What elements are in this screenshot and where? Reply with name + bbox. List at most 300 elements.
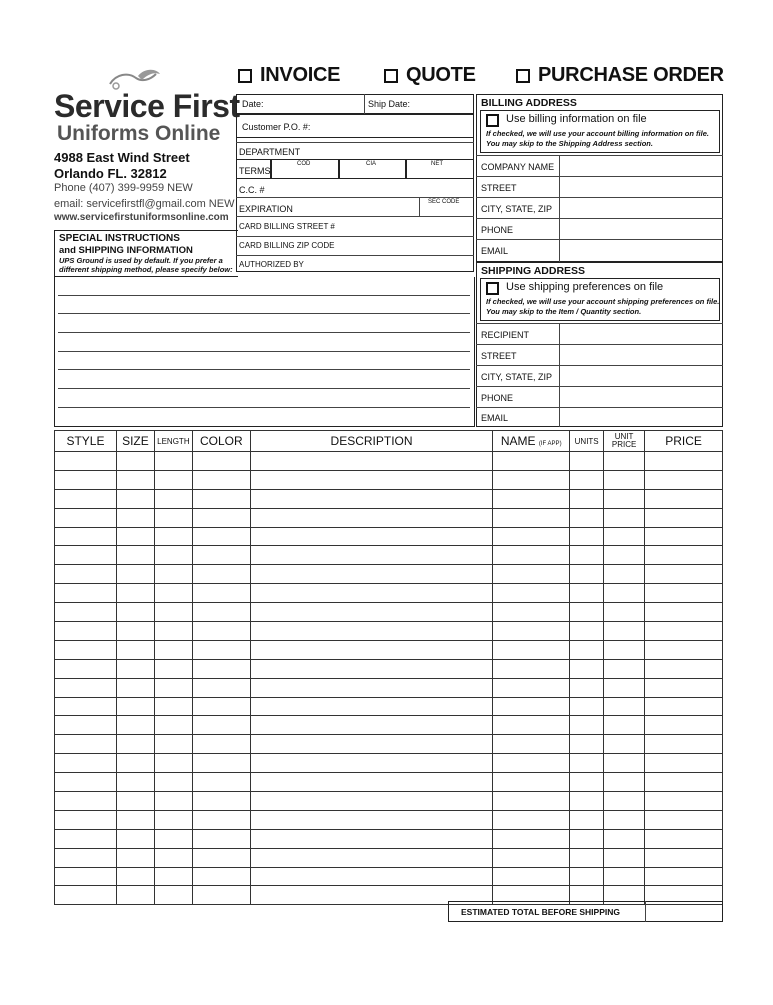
item-cell[interactable] (192, 867, 250, 886)
item-cell[interactable] (493, 829, 570, 848)
item-cell[interactable] (55, 678, 117, 697)
item-cell[interactable] (250, 584, 492, 603)
shipping-recipient-field[interactable] (561, 325, 721, 343)
table-row (55, 678, 723, 697)
item-cell[interactable] (570, 584, 604, 603)
item-cell[interactable] (604, 546, 645, 565)
quote-label: QUOTE (406, 64, 476, 86)
item-cell[interactable] (570, 678, 604, 697)
item-cell[interactable] (154, 754, 192, 773)
item-cell[interactable] (55, 754, 117, 773)
item-cell[interactable] (493, 792, 570, 811)
shipping-city-label: CITY, STATE, ZIP (481, 372, 553, 382)
item-cell[interactable] (116, 603, 154, 622)
item-cell[interactable] (154, 584, 192, 603)
item-cell[interactable] (192, 452, 250, 471)
special-note1: UPS Ground is used by default. If you prefer a (59, 256, 223, 265)
date-label: Date: (242, 99, 264, 109)
expiration-field[interactable] (300, 200, 415, 214)
table-row (55, 716, 723, 735)
item-cell[interactable] (645, 754, 723, 773)
item-cell[interactable] (192, 565, 250, 584)
item-cell[interactable] (55, 792, 117, 811)
item-cell[interactable] (192, 716, 250, 735)
item-cell[interactable] (55, 659, 117, 678)
item-cell[interactable] (570, 754, 604, 773)
table-row (55, 508, 723, 527)
item-cell[interactable] (645, 584, 723, 603)
item-cell[interactable] (250, 452, 492, 471)
item-cell[interactable] (192, 678, 250, 697)
item-cell[interactable] (116, 773, 154, 792)
billing-use-checkbox[interactable] (486, 114, 499, 127)
shipping-street-field[interactable] (561, 346, 721, 364)
date-field[interactable] (270, 96, 360, 112)
item-cell[interactable] (154, 470, 192, 489)
item-cell[interactable] (604, 489, 645, 508)
item-cell[interactable] (493, 489, 570, 508)
item-cell[interactable] (116, 697, 154, 716)
item-cell[interactable] (493, 697, 570, 716)
item-cell[interactable] (250, 489, 492, 508)
company-name: Service First (54, 88, 240, 124)
item-cell[interactable] (493, 867, 570, 886)
item-cell[interactable] (250, 792, 492, 811)
item-cell[interactable] (570, 697, 604, 716)
item-cell[interactable] (645, 546, 723, 565)
item-cell[interactable] (250, 527, 492, 546)
item-cell[interactable] (250, 829, 492, 848)
items-table (54, 430, 723, 905)
item-cell[interactable] (192, 640, 250, 659)
item-cell[interactable] (604, 754, 645, 773)
invoice-option[interactable] (238, 64, 340, 87)
special-title2: and SHIPPING INFORMATION (59, 245, 193, 256)
item-cell[interactable] (116, 640, 154, 659)
table-row (55, 527, 723, 546)
table-row (55, 546, 723, 565)
item-cell[interactable] (570, 640, 604, 659)
company-email: email: servicefirstfl@gmail.com NEW (54, 198, 235, 210)
item-cell[interactable] (116, 735, 154, 754)
customer-po-label: Customer P.O. #: (242, 122, 311, 132)
item-cell[interactable] (55, 735, 117, 754)
invoice-checkbox[interactable] (238, 69, 252, 83)
item-cell[interactable] (55, 640, 117, 659)
item-cell[interactable] (250, 810, 492, 829)
item-cell[interactable] (55, 622, 117, 641)
item-cell[interactable] (493, 622, 570, 641)
item-cell[interactable] (570, 603, 604, 622)
item-cell[interactable] (604, 603, 645, 622)
item-cell[interactable] (55, 527, 117, 546)
company-address1: 4988 East Wind Street (54, 150, 190, 165)
item-cell[interactable] (154, 659, 192, 678)
col-name-sub: (IF APP) (538, 441, 562, 447)
item-cell[interactable] (604, 622, 645, 641)
item-cell[interactable] (116, 792, 154, 811)
item-cell[interactable] (493, 773, 570, 792)
item-cell[interactable] (192, 792, 250, 811)
table-row (55, 640, 723, 659)
quote-checkbox[interactable] (384, 69, 398, 83)
item-cell[interactable] (116, 754, 154, 773)
item-cell[interactable] (645, 640, 723, 659)
item-cell[interactable] (645, 716, 723, 735)
item-cell[interactable] (250, 697, 492, 716)
sec-code-field[interactable] (422, 204, 470, 215)
item-cell[interactable] (604, 810, 645, 829)
item-cell[interactable] (192, 773, 250, 792)
item-cell[interactable] (570, 716, 604, 735)
shipping-note2: You may skip to the Item / Quantity section. (486, 307, 642, 316)
item-cell[interactable] (192, 584, 250, 603)
estimated-total-field[interactable] (647, 903, 721, 920)
billing-email-label: EMAIL (481, 246, 509, 256)
item-cell[interactable] (493, 659, 570, 678)
item-cell[interactable] (493, 470, 570, 489)
item-cell[interactable] (192, 546, 250, 565)
billing-note1: If checked, we will use your account billing information on file. (486, 129, 709, 138)
shipping-street-label: STREET (481, 351, 517, 361)
table-row (55, 489, 723, 508)
billing-email-field[interactable] (561, 241, 721, 259)
col-price: PRICE (645, 431, 723, 452)
item-cell[interactable] (604, 678, 645, 697)
billing-company-field[interactable] (561, 157, 721, 175)
item-cell[interactable] (154, 716, 192, 735)
item-cell[interactable] (116, 489, 154, 508)
item-cell[interactable] (250, 716, 492, 735)
billing-city-field[interactable] (561, 199, 721, 217)
item-cell[interactable] (493, 848, 570, 867)
col-unit-price-line2: PRICE (611, 440, 637, 449)
special-instructions-area[interactable] (54, 277, 475, 427)
item-cell[interactable] (570, 527, 604, 546)
item-cell[interactable] (250, 678, 492, 697)
item-cell[interactable] (154, 848, 192, 867)
item-cell[interactable] (604, 792, 645, 811)
card-zip-field[interactable] (340, 238, 470, 252)
item-cell[interactable] (192, 886, 250, 905)
item-cell[interactable] (154, 735, 192, 754)
table-row (55, 773, 723, 792)
item-cell[interactable] (250, 848, 492, 867)
ship-date-label: Ship Date: (368, 99, 411, 109)
item-cell[interactable] (116, 527, 154, 546)
item-cell[interactable] (55, 697, 117, 716)
item-cell[interactable] (604, 659, 645, 678)
item-cell[interactable] (192, 470, 250, 489)
item-cell[interactable] (154, 508, 192, 527)
item-cell[interactable] (154, 489, 192, 508)
ship-date-field[interactable] (418, 96, 470, 112)
item-cell[interactable] (250, 640, 492, 659)
item-cell[interactable] (116, 810, 154, 829)
item-cell[interactable] (192, 659, 250, 678)
company-phone: Phone (407) 399-9959 NEW (54, 182, 193, 194)
billing-use-label: Use billing information on file (506, 113, 647, 125)
item-cell[interactable] (154, 792, 192, 811)
special-note2: different shipping method, please specify below: (59, 265, 233, 274)
item-cell[interactable] (645, 622, 723, 641)
item-cell[interactable] (604, 640, 645, 659)
item-cell[interactable] (55, 565, 117, 584)
billing-street-label: STREET (481, 183, 517, 193)
shipping-email-label: EMAIL (481, 413, 509, 423)
item-cell[interactable] (604, 735, 645, 754)
col-name-label: NAME (500, 434, 536, 448)
terms-cia-label: CIA (366, 161, 377, 167)
item-cell[interactable] (250, 754, 492, 773)
item-cell[interactable] (570, 848, 604, 867)
item-cell[interactable] (645, 470, 723, 489)
item-cell[interactable] (192, 527, 250, 546)
item-cell[interactable] (493, 754, 570, 773)
item-cell[interactable] (645, 792, 723, 811)
purchase-order-option[interactable] (516, 64, 724, 87)
table-row (55, 622, 723, 641)
table-row (55, 584, 723, 603)
item-cell[interactable] (154, 867, 192, 886)
item-cell[interactable] (570, 489, 604, 508)
purchase-order-checkbox[interactable] (516, 69, 530, 83)
shipping-email-field[interactable] (561, 409, 721, 426)
item-cell[interactable] (192, 810, 250, 829)
item-cell[interactable] (154, 546, 192, 565)
item-cell[interactable] (493, 810, 570, 829)
item-cell[interactable] (116, 584, 154, 603)
item-cell[interactable] (192, 735, 250, 754)
item-cell[interactable] (192, 697, 250, 716)
item-cell[interactable] (493, 640, 570, 659)
item-cell[interactable] (645, 678, 723, 697)
item-cell[interactable] (645, 508, 723, 527)
item-cell[interactable] (55, 810, 117, 829)
item-cell[interactable] (250, 508, 492, 527)
item-cell[interactable] (570, 792, 604, 811)
item-cell[interactable] (154, 452, 192, 471)
item-cell[interactable] (604, 697, 645, 716)
item-cell[interactable] (250, 659, 492, 678)
item-cell[interactable] (116, 716, 154, 735)
item-cell[interactable] (116, 546, 154, 565)
expiration-label: EXPIRATION (239, 204, 293, 214)
item-cell[interactable] (493, 603, 570, 622)
item-cell[interactable] (55, 848, 117, 867)
item-cell[interactable] (645, 735, 723, 754)
table-row (55, 735, 723, 754)
item-cell[interactable] (116, 508, 154, 527)
shipping-note1: If checked, we will use your account shipping preferences on file. (486, 297, 720, 306)
item-cell[interactable] (192, 848, 250, 867)
cc-field[interactable] (268, 181, 468, 195)
item-cell[interactable] (645, 867, 723, 886)
item-cell[interactable] (116, 470, 154, 489)
item-cell[interactable] (250, 603, 492, 622)
item-cell[interactable] (55, 603, 117, 622)
table-row (55, 697, 723, 716)
item-cell[interactable] (154, 773, 192, 792)
shipping-title: SHIPPING ADDRESS (481, 265, 586, 277)
billing-title: BILLING ADDRESS (481, 97, 577, 109)
item-cell[interactable] (570, 829, 604, 848)
item-cell[interactable] (604, 470, 645, 489)
item-cell[interactable] (604, 716, 645, 735)
item-cell[interactable] (154, 640, 192, 659)
item-cell[interactable] (55, 867, 117, 886)
item-cell[interactable] (55, 489, 117, 508)
estimated-total-label: ESTIMATED TOTAL BEFORE SHIPPING (461, 907, 620, 917)
item-cell[interactable] (116, 659, 154, 678)
col-name (493, 431, 570, 452)
item-cell[interactable] (604, 452, 645, 471)
item-cell[interactable] (55, 470, 117, 489)
billing-street-field[interactable] (561, 178, 721, 196)
table-row (55, 659, 723, 678)
item-cell[interactable] (250, 546, 492, 565)
item-cell[interactable] (570, 659, 604, 678)
shipping-city-field[interactable] (561, 367, 721, 385)
item-cell[interactable] (192, 508, 250, 527)
table-row (55, 829, 723, 848)
item-cell[interactable] (55, 886, 117, 905)
item-cell[interactable] (250, 735, 492, 754)
billing-note2: You may skip to the Shipping Address section. (486, 139, 653, 148)
item-cell[interactable] (493, 508, 570, 527)
item-cell[interactable] (604, 773, 645, 792)
department-label: DEPARTMENT (239, 147, 301, 157)
shipping-phone-field[interactable] (561, 388, 721, 406)
item-cell[interactable] (645, 489, 723, 508)
item-cell[interactable] (55, 716, 117, 735)
item-cell[interactable] (154, 810, 192, 829)
item-cell[interactable] (154, 565, 192, 584)
item-cell[interactable] (154, 697, 192, 716)
table-row (55, 810, 723, 829)
item-cell[interactable] (55, 452, 117, 471)
item-cell[interactable] (154, 622, 192, 641)
item-cell[interactable] (493, 716, 570, 735)
item-cell[interactable] (154, 829, 192, 848)
terms-cod-label: COD (297, 161, 311, 167)
billing-phone-field[interactable] (561, 220, 721, 238)
item-cell[interactable] (493, 565, 570, 584)
item-cell[interactable] (645, 603, 723, 622)
quote-option[interactable] (384, 64, 476, 87)
item-cell[interactable] (604, 829, 645, 848)
item-cell[interactable] (604, 584, 645, 603)
item-cell[interactable] (604, 565, 645, 584)
item-cell[interactable] (570, 810, 604, 829)
item-cell[interactable] (192, 829, 250, 848)
item-cell[interactable] (55, 829, 117, 848)
shipping-use-checkbox[interactable] (486, 282, 499, 295)
item-cell[interactable] (570, 546, 604, 565)
item-cell[interactable] (154, 527, 192, 546)
item-cell[interactable] (154, 886, 192, 905)
item-cell[interactable] (55, 508, 117, 527)
table-row (55, 867, 723, 886)
item-cell[interactable] (604, 508, 645, 527)
item-cell[interactable] (645, 452, 723, 471)
card-street-field[interactable] (340, 219, 470, 233)
item-cell[interactable] (116, 886, 154, 905)
item-cell[interactable] (154, 678, 192, 697)
card-street-label: CARD BILLING STREET # (239, 222, 335, 231)
item-cell[interactable] (192, 603, 250, 622)
item-cell[interactable] (116, 829, 154, 848)
billing-city-label: CITY, STATE, ZIP (481, 204, 553, 214)
item-cell[interactable] (570, 867, 604, 886)
item-cell[interactable] (493, 452, 570, 471)
item-cell[interactable] (570, 508, 604, 527)
item-cell[interactable] (250, 622, 492, 641)
item-cell[interactable] (116, 452, 154, 471)
item-cell[interactable] (570, 622, 604, 641)
item-cell[interactable] (493, 735, 570, 754)
item-cell[interactable] (192, 622, 250, 641)
item-cell[interactable] (604, 527, 645, 546)
item-cell[interactable] (570, 735, 604, 754)
item-cell[interactable] (645, 810, 723, 829)
item-cell[interactable] (645, 829, 723, 848)
table-row (55, 470, 723, 489)
item-cell[interactable] (116, 678, 154, 697)
item-cell[interactable] (493, 527, 570, 546)
item-cell[interactable] (55, 773, 117, 792)
col-style: STYLE (55, 431, 117, 452)
item-cell[interactable] (192, 754, 250, 773)
item-cell[interactable] (116, 867, 154, 886)
item-cell[interactable] (570, 452, 604, 471)
item-cell[interactable] (154, 603, 192, 622)
item-cell[interactable] (250, 867, 492, 886)
item-cell[interactable] (116, 848, 154, 867)
item-cell[interactable] (250, 565, 492, 584)
col-length: LENGTH (154, 431, 192, 452)
item-cell[interactable] (493, 546, 570, 565)
item-cell[interactable] (116, 622, 154, 641)
item-cell[interactable] (570, 470, 604, 489)
sec-code-label: SEC CODE (428, 199, 460, 205)
item-cell[interactable] (493, 584, 570, 603)
table-row (55, 452, 723, 471)
item-cell[interactable] (570, 773, 604, 792)
item-cell[interactable] (604, 848, 645, 867)
item-cell[interactable] (645, 773, 723, 792)
department-field[interactable] (300, 144, 470, 158)
authorized-field[interactable] (310, 257, 470, 271)
item-cell[interactable] (604, 867, 645, 886)
item-cell[interactable] (570, 565, 604, 584)
item-cell[interactable] (116, 565, 154, 584)
item-cell[interactable] (493, 678, 570, 697)
billing-company-label: COMPANY NAME (481, 162, 555, 172)
item-cell[interactable] (645, 848, 723, 867)
item-cell[interactable] (192, 489, 250, 508)
item-cell[interactable] (250, 773, 492, 792)
item-cell[interactable] (645, 697, 723, 716)
item-cell[interactable] (645, 527, 723, 546)
company-address2: Orlando FL. 32812 (54, 166, 167, 181)
terms-net-label: NET (431, 161, 443, 167)
item-cell[interactable] (645, 659, 723, 678)
item-cell[interactable] (250, 470, 492, 489)
item-cell[interactable] (55, 584, 117, 603)
item-cell[interactable] (645, 565, 723, 584)
item-cell[interactable] (55, 546, 117, 565)
